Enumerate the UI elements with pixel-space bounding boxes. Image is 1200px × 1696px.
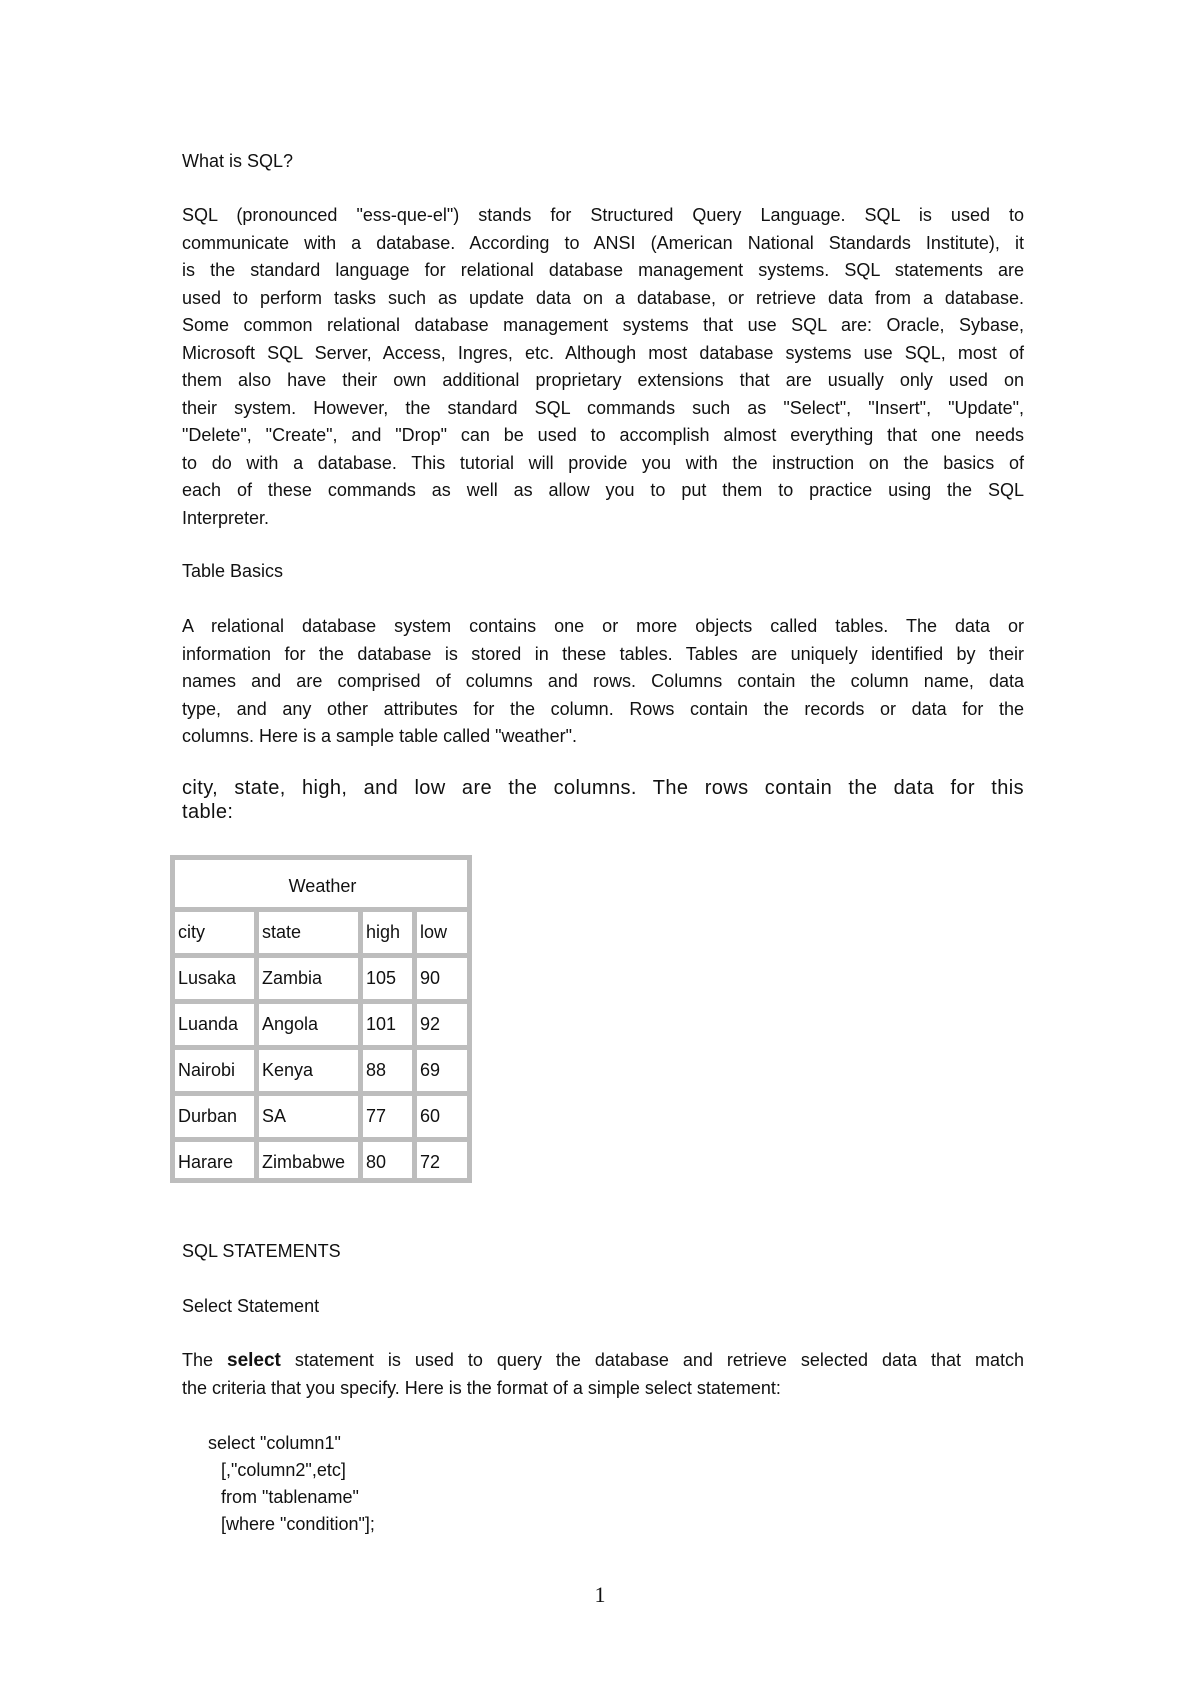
paragraph-table-basics [182,613,1024,751]
text-span: The [182,1350,227,1370]
text-line: used to perform tasks such as update data on a database, or retrieve data from a database. [182,287,1024,308]
table-row [175,958,467,1004]
heading-what-is-sql: What is SQL? [182,151,294,171]
table-header-row [175,912,467,958]
text-line: table: [182,801,234,823]
table-row [175,1096,467,1142]
heading-sql-statements: SQL STATEMENTS [182,1241,341,1261]
text-line: communicate with a database. According to ANSI (American National Standards Institute), it [182,232,1024,253]
keyword-select: select [227,1350,281,1371]
table-cell: Nairobi [175,1050,259,1096]
table-cell: Luanda [175,1004,259,1050]
code-line: [where "condition"]; [216,1514,375,1534]
text-span: statement is used to query the database and retrieve selected data that match [280,1350,1024,1370]
table-cell: 77 [363,1096,417,1142]
text-line: their system. However, the standard SQL commands such as "Select", "Insert", "Update", [182,397,1024,418]
text-line: columns. Here is a sample table called "weather". [182,726,577,746]
code-block [208,1430,375,1538]
table-cell: Zambia [259,958,363,1004]
text-line: Interpreter. [182,507,270,528]
text-line: Some common relational database management systems that use SQL are: Oracle, Sybase, [182,315,1024,335]
text-line: them also have their own additional proprietary extensions that are usually only used on [182,370,1024,390]
text-line: names and are comprised of columns and rows. Columns contain the column name, data [182,671,1024,691]
weather-table [170,855,472,1183]
text-line: "Delete", "Create", and "Drop" can be used to accomplish almost everything that one needs [182,425,1024,445]
text-line: type, and any other attributes for the column. Rows contain the records or data for the [182,698,1024,719]
code-line: [,"column2",etc] [216,1460,346,1480]
table-row [175,1050,467,1096]
table-header-cell: state [259,912,363,958]
table-cell: Harare [175,1142,259,1183]
table-cell: 60 [417,1096,467,1142]
page-number: 1 [594,1582,606,1607]
table-header-cell: high [363,912,417,958]
table-cell: 72 [420,1152,441,1172]
text-line: to do with a database. This tutorial will provide you with the instruction on the basics of [182,452,1024,473]
text-line: information for the database is stored in these tables. Tables are uniquely identified by their [182,643,1024,664]
table-header-cell: low [417,912,467,958]
paragraph-columns [182,776,1024,824]
table-cell: Zimbabwe [259,1142,363,1183]
code-line: from "tablename" [216,1487,359,1507]
table-cell: Kenya [259,1050,363,1096]
table-cell: 69 [417,1050,467,1096]
table-cell: 90 [417,958,467,1004]
table-cell: 92 [417,1004,467,1050]
heading-table-basics: Table Basics [182,561,284,581]
table-cell: 105 [363,958,417,1004]
table-cell: 80 [363,1142,417,1183]
table-row [175,1004,467,1050]
table-row [175,1142,467,1183]
text-line: is the standard language for relational database management systems. SQL statements are [182,260,1024,280]
table-cell: Lusaka [175,958,259,1004]
text-line: A relational database system contains one or more objects called tables. The data or [182,616,1024,636]
paragraph-sql-intro [182,202,1024,532]
text-line: the criteria that you specify. Here is the format of a simple select statement: [182,1377,781,1398]
code-line: select "column1" [208,1433,341,1453]
table-header-cell: city [175,912,259,958]
text-line: city, state, high, and low are the columns. The rows contain the data for this [182,777,1024,799]
text-line: SQL (pronounced "ess-que-el") stands for Structured Query Language. SQL is used to [182,205,1024,225]
text-line: Microsoft SQL Server, Access, Ingres, etc. Although most database systems use SQL, most of [182,342,1024,363]
table-cell: Angola [259,1004,363,1050]
table-cell: 88 [363,1050,417,1096]
table-cell: SA [259,1096,363,1142]
text-line: each of these commands as well as allow you to put them to practice using the SQL [182,480,1024,500]
table-cell: 101 [363,1004,417,1050]
heading-select-statement: Select Statement [182,1296,320,1316]
paragraph-select [182,1347,1024,1402]
text-line [182,1347,1024,1375]
table-caption: Weather [175,860,467,912]
table-cell: Durban [175,1096,259,1142]
